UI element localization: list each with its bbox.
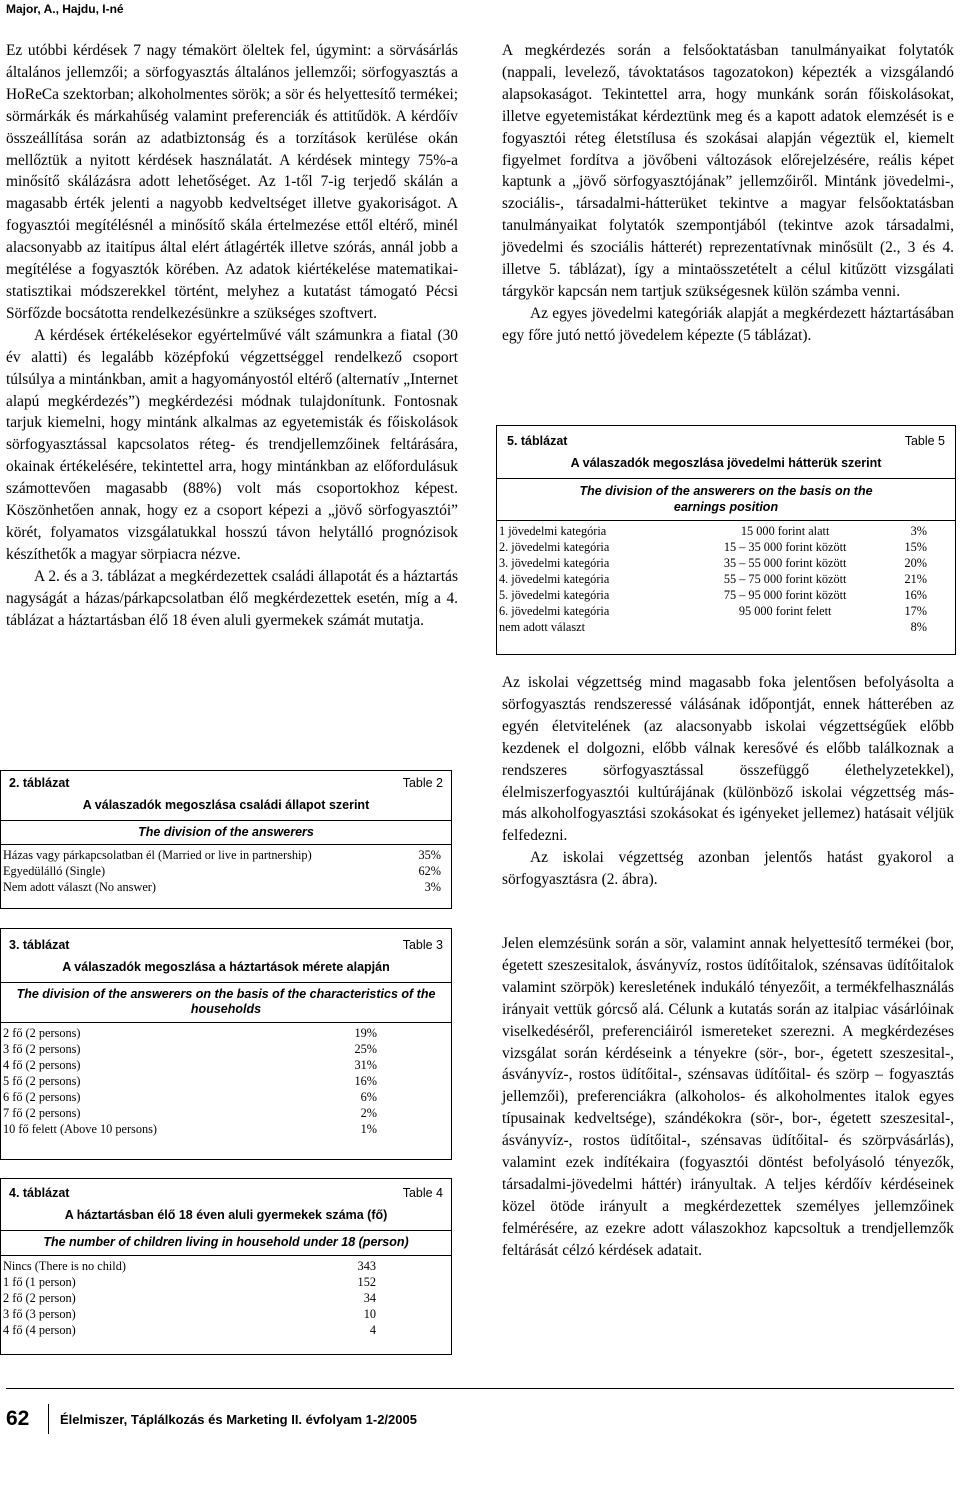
row-label: Nem adott választ (No answer) bbox=[3, 880, 156, 894]
table-row bbox=[497, 539, 927, 555]
table-body bbox=[1, 847, 441, 895]
table-body bbox=[1, 1258, 376, 1338]
table-3 bbox=[0, 928, 452, 1160]
row-value: 10 bbox=[363, 1307, 376, 1321]
row-label: 1 jövedelmi kategória bbox=[499, 524, 607, 538]
table-row bbox=[497, 523, 927, 539]
row-value: 6% bbox=[360, 1090, 377, 1104]
paragraph: A megkérdezés során a felsőoktatásban tanulmányaikat folytatók (nappali, levelező, távoktatásos tagozatokon) képezték a vizsgálandó alapsokaságot. Tekintettel arra, hogy munkánk során főiskolásokat, illetve egyetemistákat kérdeztünk meg és a kapott adatok elemzését is e fogyasztói réteg életstílusa és szokásai alapján végeztük el, kiemelt figyelmet fordítva a jövőbeni változások előrejelzésére, reális képet kaptunk a „jövő sörfogyasztójának” jellemzőiről. Mintánk jövedelmi-, szociális-, társadalmi-hátterüket tekintve a magyar felsőoktatásban tanulmányaikat folytatók szempontjából (tekintve azok társadalmi, jövedelmi és szociális hátterét) reprezentatívnak minősült (2., 3 és 4. illetve 5. táblázat), így a mintaösszetételt a célul kitűzött vizsgálati tárgykör kapcsán nem tartjuk szükségesnek külön számba venni. bbox=[502, 42, 954, 300]
row-value: 25% bbox=[354, 1042, 377, 1056]
footer-rule bbox=[6, 1388, 954, 1389]
row-value: 1% bbox=[360, 1122, 377, 1136]
table-title-en: The division of the answerers on the basis of the characteristics of the households bbox=[16, 987, 436, 1016]
table-title-hu: A válaszadók megoszlása a háztartások mérete alapján bbox=[62, 960, 390, 974]
row-label: Egyedülálló (Single) bbox=[3, 864, 106, 878]
table-row bbox=[1, 1121, 377, 1137]
table-row bbox=[497, 587, 927, 603]
row-value: 17% bbox=[904, 604, 927, 618]
row-range: 75 – 95 000 forint között bbox=[723, 588, 847, 602]
right-column-top bbox=[502, 40, 954, 347]
paragraph: Az iskolai végzettség mind magasabb foka jelentősen befolyásolta a sörfogyasztás rendszeressé válásának időpontját, ennek hátterében az egyén életvitelének (az alacsonyabb iskolai végzettségűek előbb kezdenek el dolgozni, előbb válnak keresővé és előbb találkoznak a rendszeres sörfogyasztással összefüggő élethelyzetekkel), élelmiszerfogyasztói kultúrájának (különböző iskolai végzettség más-más alkoholfogyasztási szokásokat és igényeket jellemez) hatásait véljük felfedezni. bbox=[502, 674, 954, 845]
table-row bbox=[1, 1057, 377, 1073]
table-4 bbox=[0, 1178, 452, 1355]
table-label-en: Table 3 bbox=[402, 938, 443, 952]
row-range: 35 – 55 000 forint között bbox=[723, 556, 847, 570]
table-title-hu: A válaszadók megoszlása családi állapot szerint bbox=[82, 798, 370, 812]
paragraph: Jelen elemzésünk során a sör, valamint annak helyettesítő termékei (bor, égetett szeszesitalok, ásványvíz, rostos üdítőitalok, szénsavas üdítőitalok valamint szörpök) keresletének indukáló tényezőit, a termékfelhasználás irányait vettük górcső alá. Célunk a kutatás során az italpiac vásárlóinak viselkedéséről, preferenciáiról ismereteket szerezni. A megkérdezéses vizsgálat során kérdéseink a tényekre (sör-, bor-, égetett szeszesital-, ásványvíz-, rostos üdítőital-, szénsavas üdítőital- és szörp – fogyasztás jellemzői), preferenciákra (alkoholos- és alkoholmentes italok egyes típusainak kedveltsége), szándékokra (sör-, bor-, égetett szeszesital-, ásványvíz-, rostos üdítőital-, szénsavas üdítőital- és szörpvásárlás), valamint ezek indítékaira (fogyasztói döntést befolyásoló tényezők, társadalmi-jövedelmi háttér) irányultak. A teljes kérdőív kérdéseinek közel ötöde irányult a megkérdezettek személyes jellemzőinek felmérésére, az ezekre adott válaszokhoz kapcsoltuk a trendjellemzők feltárását célzó kérdések adatait. bbox=[502, 935, 954, 1259]
table-label-hu: 4. táblázat bbox=[9, 1186, 70, 1200]
row-label: Nincs (There is no child) bbox=[3, 1259, 126, 1273]
table-label-en: Table 4 bbox=[402, 1186, 443, 1200]
row-value: 343 bbox=[357, 1259, 376, 1273]
table-title-en: The division of the answerers on the basis on the earnings position bbox=[579, 484, 873, 514]
row-label: 2 fő (2 persons) bbox=[3, 1026, 81, 1040]
row-label: 4 fő (2 persons) bbox=[3, 1058, 81, 1072]
table-title-en: The number of children living in household under 18 (person) bbox=[43, 1235, 409, 1249]
row-label: 10 fő felett (Above 10 persons) bbox=[3, 1122, 158, 1136]
row-label: 3. jövedelmi kategória bbox=[499, 556, 610, 570]
row-label: 3 fő (2 persons) bbox=[3, 1042, 81, 1056]
table-row bbox=[1, 1041, 377, 1057]
table-label-hu: 2. táblázat bbox=[9, 776, 70, 790]
row-label: 6. jövedelmi kategória bbox=[499, 604, 610, 618]
row-value: 31% bbox=[354, 1058, 377, 1072]
row-range bbox=[682, 619, 887, 635]
table-label-hu: 5. táblázat bbox=[507, 434, 568, 448]
row-value: 34 bbox=[363, 1291, 376, 1305]
table-title-hu: A háztartásban élő 18 éven aluli gyermekek száma (fő) bbox=[64, 1208, 388, 1222]
footer-divider bbox=[48, 1404, 49, 1434]
row-value: 4 bbox=[369, 1323, 376, 1337]
table-5 bbox=[496, 425, 956, 655]
row-value: 20% bbox=[904, 556, 927, 570]
table-title-hu: A válaszadók megoszlása jövedelmi hátterük szerint bbox=[570, 456, 882, 470]
page-number: 62 bbox=[6, 1407, 30, 1430]
row-label: 4 fő (4 person) bbox=[3, 1323, 76, 1337]
table-row bbox=[1, 879, 441, 895]
row-label: nem adott választ bbox=[499, 620, 586, 634]
row-value: 16% bbox=[904, 588, 927, 602]
running-header: Major, A., Hajdu, I-né bbox=[6, 2, 124, 16]
row-label: Házas vagy párkapcsolatban él (Married or live in partnership) bbox=[3, 848, 312, 862]
table-label-en: Table 2 bbox=[402, 776, 443, 790]
table-row bbox=[1, 847, 441, 863]
row-label: 5 fő (2 persons) bbox=[3, 1074, 81, 1088]
row-range: 55 – 75 000 forint között bbox=[723, 572, 847, 586]
row-value: 3% bbox=[424, 880, 441, 894]
row-label: 1 fő (1 person) bbox=[3, 1275, 76, 1289]
table-2 bbox=[0, 770, 452, 909]
table-row bbox=[1, 1025, 377, 1041]
row-value: 2% bbox=[360, 1106, 377, 1120]
row-value: 35% bbox=[418, 848, 441, 862]
row-label: 3 fő (3 person) bbox=[3, 1307, 76, 1321]
row-range: 15 – 35 000 forint között bbox=[723, 540, 847, 554]
table-row bbox=[1, 863, 441, 879]
row-value: 152 bbox=[357, 1275, 376, 1289]
row-value: 19% bbox=[354, 1026, 377, 1040]
table-row bbox=[1, 1306, 376, 1322]
table-row bbox=[1, 1089, 377, 1105]
table-body bbox=[1, 1025, 377, 1137]
paragraph: Az egyes jövedelmi kategóriák alapját a megkérdezett háztartásában egy főre jutó nettó jövedelem képezte (5 táblázat). bbox=[502, 304, 954, 344]
row-label: 5. jövedelmi kategória bbox=[499, 588, 610, 602]
paragraph: A kérdések értékelésekor egyértelművé vált számunkra a fiatal (30 év alatti) és legalább középfokú végzettséggel rendelkező csoport túlsúlya a mintánkban, amit a hagyományostól eltérő (alternatív „Internet alapú megkérdezés”) megkérdezési módnak tulajdonítunk. Fontosnak tarjuk kiemelni, hogy mintánk alkalmas az egyetemisták és főiskolások sörfogyasztással kapcsolatos réteg- és trendjellemzőinek feltárására, okainak értékelésére, tekintettel arra, hogy mintánkban az előfordulásuk számottevően magasabb (88%) volt más csoportokhoz képest. Köszönhetően annak, hogy ez a csoport képezi a „jövő sörfogyasztói” körét, folyamatos vizsgálatukkal hosszú távon helytálló prognózisok készíthetők a magyar sörpiacra nézve. bbox=[6, 326, 458, 563]
table-row bbox=[1, 1290, 376, 1306]
table-row bbox=[1, 1258, 376, 1274]
table-body bbox=[497, 523, 927, 635]
row-value: 8% bbox=[910, 620, 927, 634]
table-row bbox=[497, 571, 927, 587]
row-label: 7 fő (2 persons) bbox=[3, 1106, 81, 1120]
row-value: 62% bbox=[418, 864, 441, 878]
row-value: 3% bbox=[910, 524, 927, 538]
row-range: 95 000 forint felett bbox=[738, 604, 832, 618]
table-row bbox=[1, 1105, 377, 1121]
table-row bbox=[497, 555, 927, 571]
table-row bbox=[1, 1322, 376, 1338]
row-label: 6 fő (2 persons) bbox=[3, 1090, 81, 1104]
row-value: 21% bbox=[904, 572, 927, 586]
table-label-hu: 3. táblázat bbox=[9, 938, 70, 952]
row-label: 2. jövedelmi kategória bbox=[499, 540, 610, 554]
table-row bbox=[1, 1274, 376, 1290]
paragraph: A 2. és a 3. táblázat a megkérdezettek családi állapotát és a háztartás nagyságát a házas/párkapcsolatban élő megkérdezettek esetén, míg a 4. táblázat a háztartásban élő 18 éven aluli gyermekek számát mutatja. bbox=[6, 567, 458, 629]
row-value: 16% bbox=[354, 1074, 377, 1088]
table-row bbox=[497, 603, 927, 619]
table-label-en: Table 5 bbox=[904, 434, 945, 448]
row-label: 2 fő (2 person) bbox=[3, 1291, 76, 1305]
table-title-en: The division of the answerers bbox=[138, 825, 314, 839]
table-row bbox=[497, 619, 927, 635]
right-column-bottom bbox=[502, 933, 954, 1262]
left-column bbox=[6, 40, 458, 631]
right-column-middle bbox=[502, 672, 954, 891]
row-value: 15% bbox=[904, 540, 927, 554]
table-row bbox=[1, 1073, 377, 1089]
row-range: 15 000 forint alatt bbox=[740, 524, 830, 538]
paragraph: Ez utóbbi kérdések 7 nagy témakört öleltek fel, úgymint: a sörvásárlás általános jellemzői; a sörfogyasztás általános jellemzői; sörfogyasztás a HoReCa szektorban; alkoholmentes sörök; a sör és helyettesítő termékei; sörmárkák és márkahűség valamint preferenciák és attitűdök. A kérdőív összeállítása során az adatbiztonság és a torzítások kerülése okán mellőztük a nyitott kérdések használatát. A kérdések mintegy 75%-a minősítő skálázásra adott lehetőséget. Az 1-től 7-ig terjedő skálán a magasabb érték jelenti a nagyobb kedveltséget illetve gyakoriságot. A fogyasztói megítélésnél a minősítő skála értelmezése ettől eltérő, minél alacsonyabb az itaitípus által elért átlagérték illetve szórás, annál jobb a megítélése a fogyasztók körében. Az adatok kiértékelése matematikai-statisztikai módszerekkel történt, melyhez a kutatást támogató Pécsi Sörfőzde bocsátotta rendelkezésünkre a szükséges szoftvert. bbox=[6, 42, 458, 322]
journal-title: Élelmiszer, Táplálkozás és Marketing II. évfolyam 1-2/2005 bbox=[60, 1412, 417, 1427]
row-label: 4. jövedelmi kategória bbox=[499, 572, 610, 586]
paragraph: Az iskolai végzettség azonban jelentős hatást gyakorol a sörfogyasztásra (2. ábra). bbox=[502, 849, 954, 889]
